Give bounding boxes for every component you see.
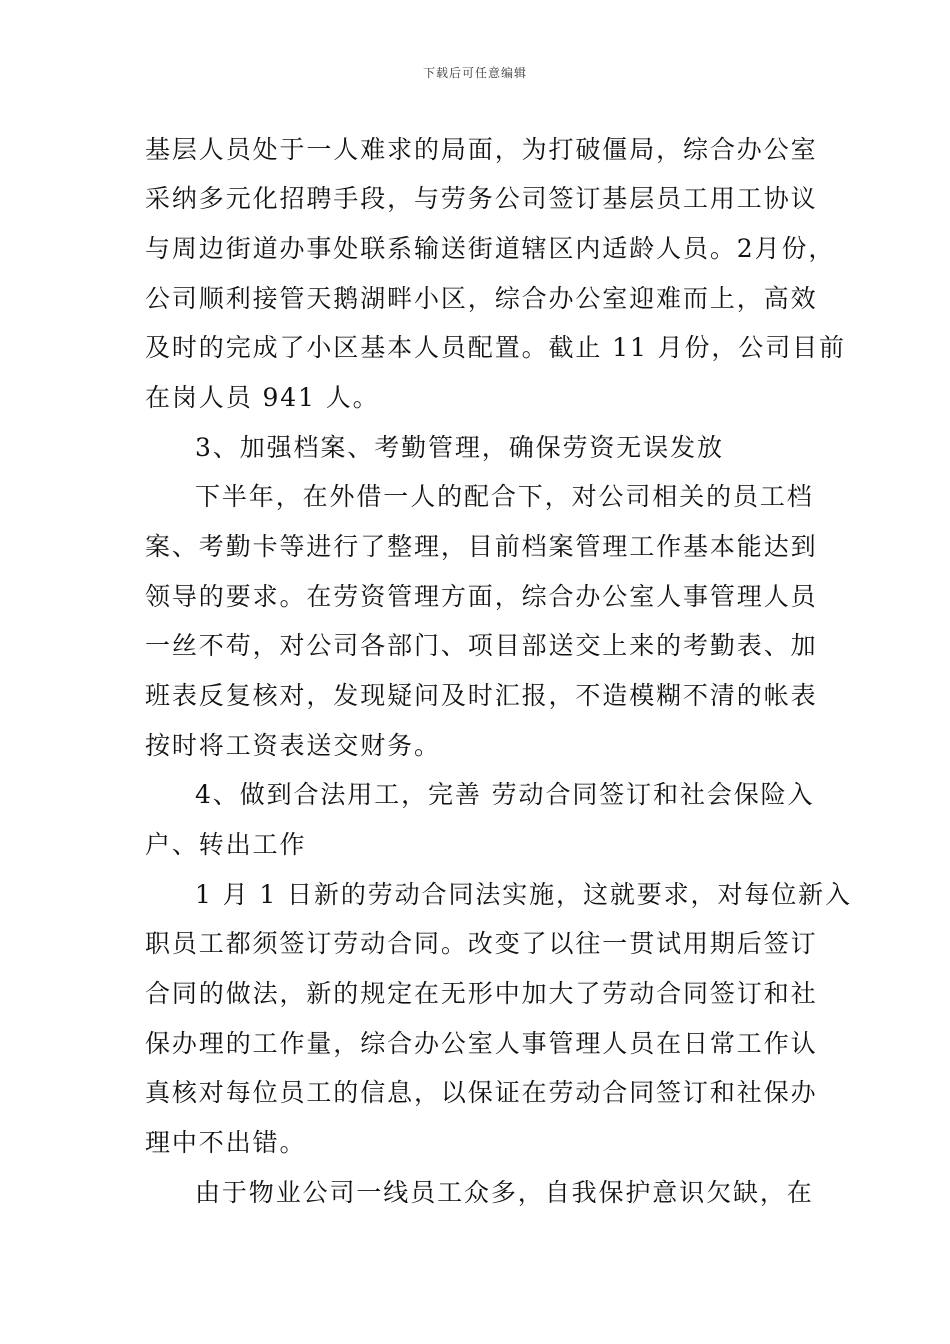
body-line: 合同的做法，新的规定在无形中加大了劳动合同签订和社	[145, 979, 818, 1008]
body-line: 保办理的工作量，综合办公室人事管理人员在日常工作认	[145, 1029, 818, 1058]
body-line: 职员工都须签订劳动合同。改变了以往一贯试用期后签订	[145, 929, 818, 958]
body-line: 案、考勤卡等进行了整理，目前档案管理工作基本能达到	[145, 532, 818, 561]
body-line: 与周边街道办事处联系输送街道辖区内适龄人员。2月份，	[145, 234, 836, 263]
body-line: 按时将工资表送交财务。	[145, 731, 441, 760]
section-heading: 3、加强档案、考勤管理，确保劳资无误发放	[195, 433, 724, 462]
page-header: 下载后可任意编辑	[422, 66, 527, 80]
body-line: 领导的要求。在劳资管理方面，综合办公室人事管理人员	[145, 582, 818, 611]
body-line: 基层人员处于一人难求的局面，为打破僵局，综合办公室	[145, 135, 818, 164]
body-line: 采纳多元化招聘手段，与劳务公司签订基层员工用工协议	[145, 184, 818, 213]
body-line: 公司顺利接管天鹅湖畔小区，综合办公室迎难而上，高效	[145, 284, 818, 313]
body-line: 1 月 1 日新的劳动合同法实施，这就要求，对每位新入	[195, 880, 852, 909]
body-line: 由于物业公司一线员工众多，自我保护意识欠缺，在	[195, 1178, 814, 1207]
body-line: 及时的完成了小区基本人员配置。截止 11 月份，公司目前	[145, 333, 846, 362]
body-line: 理中不出错。	[145, 1128, 307, 1157]
body-line: 一丝不苟，对公司各部门、项目部送交上来的考勤表、加	[145, 631, 818, 660]
body-line: 在岗人员 941 人。	[145, 383, 380, 412]
body-line: 下半年，在外借一人的配合下，对公司相关的员工档	[195, 482, 814, 511]
body-line: 真核对每位员工的信息，以保证在劳动合同签订和社保办	[145, 1078, 818, 1107]
section-heading-cont: 户、转出工作	[145, 830, 307, 859]
section-heading: 4、做到合法用工，完善 劳动合同签订和社会保险入	[195, 780, 815, 809]
body-line: 班表反复核对，发现疑问及时汇报，不造模糊不清的帐表	[145, 681, 818, 710]
